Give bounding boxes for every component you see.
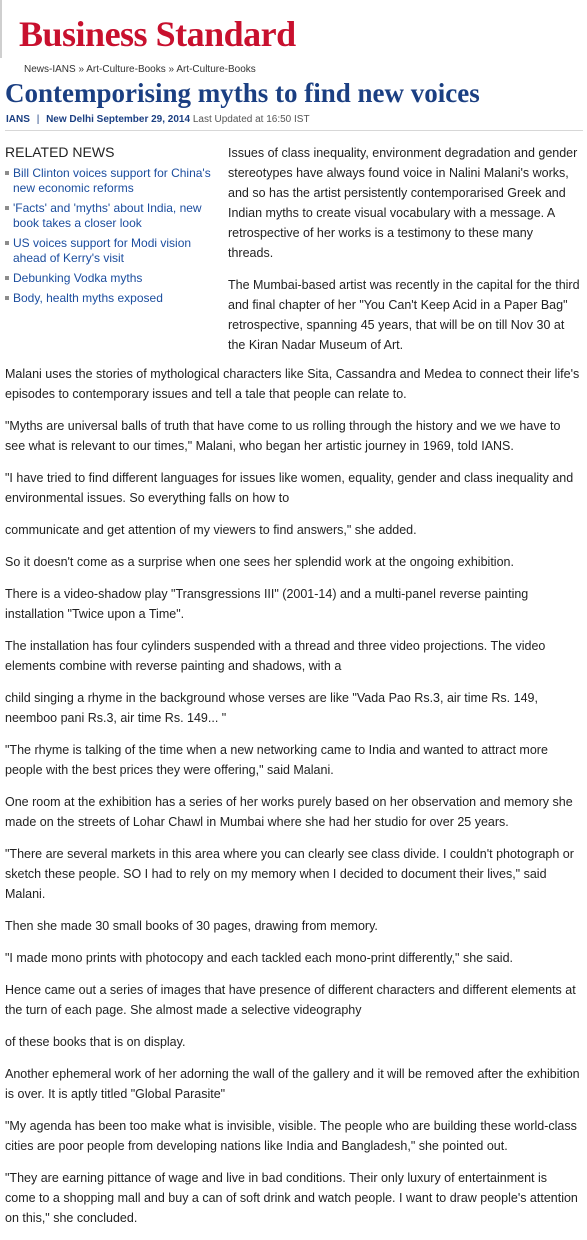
article-paragraph: "Myths are universal balls of truth that have come to us rolling through the history and we we have to see what is relevant to our times," Malani, who began her artistic journey in 1969, told IANS. bbox=[5, 419, 561, 453]
article-paragraph: "The rhyme is talking of the time when a new networking came to India and wanted to attract more people with the best prices they were offering," said Malani. bbox=[5, 743, 548, 777]
article-paragraph: "My agenda has been too make what is invisible, visible. The people who are building these world-class cities are poor people from developing nations like India and Bangladesh," she pointed out. bbox=[5, 1119, 577, 1153]
intro-paragraph: Issues of class inequality, environment degradation and gender stereotypes have always found voice in Nalini Malani's works, and so has the artist persistently contemporarised Greek and Indian myths to create visual vocabulary with a message. A retrospective of her works is a testimony to these many threads. bbox=[228, 146, 578, 260]
article-byline bbox=[6, 114, 310, 126]
related-news-link[interactable]: 'Facts' and 'myths' about India, new book takes a closer look bbox=[5, 201, 215, 231]
left-edge-rule bbox=[0, 0, 2, 58]
article-paragraph: child singing a rhyme in the background whose verses are like "Vada Pao Rs.3, air time Rs. 149, neemboo pani Rs.3, air time Rs. 149... " bbox=[5, 691, 538, 725]
breadcrumb bbox=[24, 64, 256, 76]
article-intro bbox=[228, 143, 580, 367]
article-paragraph: Malani uses the stories of mythological characters like Sita, Cassandra and Medea to connect their life's episodes to contemporary issues and tell a tale that people can relate to. bbox=[5, 367, 580, 401]
byline-location-date: New Delhi September 29, 2014 bbox=[46, 114, 191, 125]
article-body bbox=[5, 364, 581, 1240]
breadcrumb-item-art-culture-books[interactable]: Art-Culture-Books bbox=[86, 64, 166, 75]
article-paragraph: "I made mono prints with photocopy and each tackled each mono-print differently," she said. bbox=[5, 951, 514, 965]
article-paragraph: "They are earning pittance of wage and live in bad conditions. Their only luxury of entertainment is come to a shopping mall and buy a can of soft drink and watch people. I want to draw people's attention on this," she concluded. bbox=[5, 1171, 578, 1225]
related-news-link[interactable]: Debunking Vodka myths bbox=[5, 271, 215, 286]
article-paragraph: Hence came out a series of images that have presence of different characters and different elements at the turn of each page. She almost made a selective videography bbox=[5, 983, 576, 1017]
site-logo[interactable]: Business Standard bbox=[19, 14, 296, 54]
related-news-link[interactable]: US voices support for Modi vision ahead of Kerry's visit bbox=[5, 236, 215, 266]
byline-updated-time: Last Updated at 16:50 IST bbox=[192, 114, 310, 125]
article-paragraph: "I have tried to find different languages for issues like women, equality, gender and class inequality and environmental issues. So everything falls on how to bbox=[5, 471, 574, 505]
article-paragraph: One room at the exhibition has a series of her works purely based on her observation and memory she made on the streets of Lohar Chawl in Mumbai where she had her studio for over 25 years. bbox=[5, 795, 573, 829]
article-paragraph: So it doesn't come as a surprise when one sees her splendid work at the ongoing exhibition. bbox=[5, 555, 514, 569]
breadcrumb-separator: » bbox=[168, 64, 175, 75]
article-paragraph: Then she made 30 small books of 30 pages, drawing from memory. bbox=[5, 919, 378, 933]
byline-source: IANS bbox=[6, 114, 30, 125]
related-news-link[interactable]: Body, health myths exposed bbox=[5, 291, 215, 306]
breadcrumb-item-news-ians[interactable]: News-IANS bbox=[24, 64, 76, 75]
header-divider bbox=[5, 130, 583, 131]
article-paragraph: of these books that is on display. bbox=[5, 1035, 186, 1049]
article-headline: Contemporising myths to find new voices bbox=[5, 78, 480, 108]
article-paragraph: The installation has four cylinders suspended with a thread and three video projections. The video elements combine with reverse painting and shadows, with a bbox=[5, 639, 546, 673]
related-news-heading: RELATED NEWS bbox=[5, 144, 115, 160]
related-news-link[interactable]: Bill Clinton voices support for China's new economic reforms bbox=[5, 166, 215, 196]
article-paragraph: communicate and get attention of my viewers to find answers," she added. bbox=[5, 523, 417, 537]
article-paragraph: "There are several markets in this area where you can clearly see class divide. I couldn't photograph or sketch these people. SO I had to rely on my memory when I decided to document their lives," said Malani. bbox=[5, 847, 574, 901]
related-news-list bbox=[5, 166, 215, 306]
breadcrumb-item-art-culture-books-current[interactable]: Art-Culture-Books bbox=[176, 64, 256, 75]
byline-separator: | bbox=[36, 114, 40, 125]
intro-paragraph: The Mumbai-based artist was recently in the capital for the third and final chapter of her "You Can't Keep Acid in a Paper Bag" retrospective, spanning 45 years, that will be on till Nov 30 at the Kiran Nadar Museum of Art. bbox=[228, 278, 580, 352]
article-paragraph: There is a video-shadow play "Transgressions III" (2001-14) and a multi-panel reverse painting installation "Twice upon a Time". bbox=[5, 587, 529, 621]
breadcrumb-separator: » bbox=[78, 64, 85, 75]
article-paragraph: Another ephemeral work of her adorning the wall of the gallery and it will be removed after the exhibition is over. It is aptly titled "Global Parasite" bbox=[5, 1067, 580, 1101]
related-news-box bbox=[5, 144, 215, 311]
